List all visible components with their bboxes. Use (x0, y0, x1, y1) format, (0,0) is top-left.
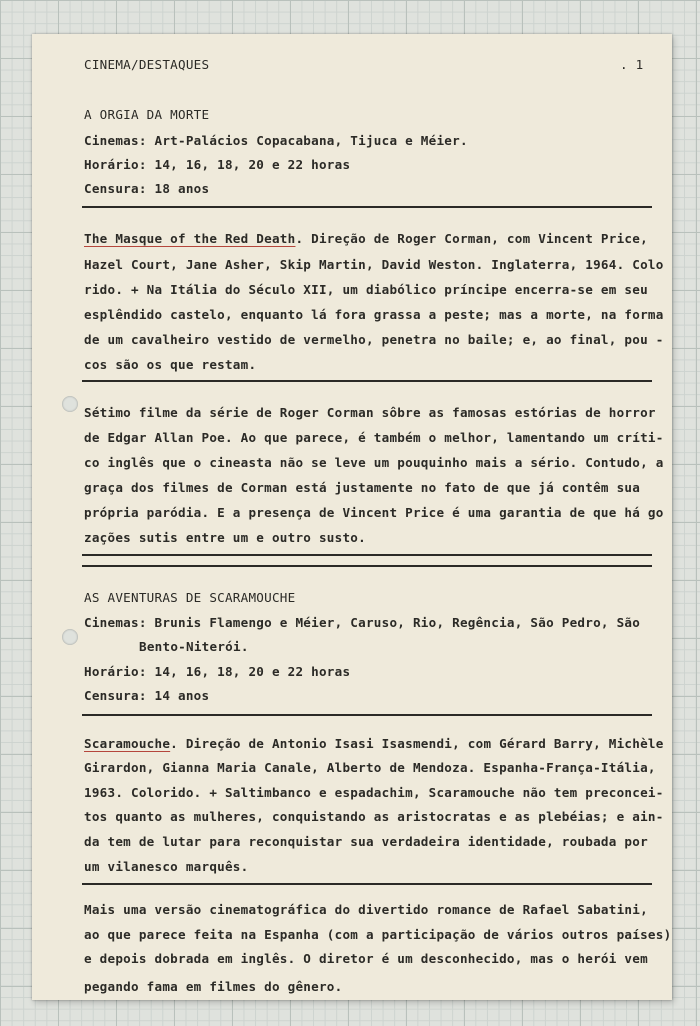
film-2-title: AS AVENTURAS DE SCARAMOUCHE (84, 590, 296, 605)
film-2-cinemas: Cinemas: Brunis Flamengo e Méier, Caruso, Rio, Regência, São Pedro, São (84, 615, 641, 630)
film-2-censura: Censura: 14 anos (84, 688, 210, 703)
film-1-synopsis-line: Hazel Court, Jane Asher, Skip Martin, David Weston. Inglaterra, 1964. Colo (84, 257, 664, 272)
film-1-review-line: Sétimo filme da série de Roger Corman sôbre as famosas estórias de horror (84, 405, 656, 420)
film-1-synopsis-line: The Masque of the Red Death. Direção de Roger Corman, com Vincent Price, (84, 231, 648, 246)
section-rule (82, 380, 652, 382)
film-2-cinemas-continued: Bento-Niterói. (139, 639, 249, 654)
section-rule (82, 714, 652, 716)
film-1-review-line: zações sutis entre um e outro susto. (84, 530, 366, 545)
film-2-review-line: Mais uma versão cinematográfica do divertido romance de Rafael Sabatini, (84, 902, 648, 917)
film-2-synopsis-line: da tem de lutar para reconquistar sua verdadeira identidade, roubada por (84, 834, 648, 849)
film-1-review-line: de Edgar Allan Poe. Ao que parece, é também o melhor, lamentando um críti- (84, 430, 664, 445)
film-1-cinemas: Cinemas: Art-Palácios Copacabana, Tijuca e Méier. (84, 133, 468, 148)
typewritten-page (32, 34, 672, 1000)
film-1-horario: Horário: 14, 16, 18, 20 e 22 horas (84, 157, 351, 172)
section-rule (82, 883, 652, 885)
film-1-synopsis-line: cos são os que restam. (84, 357, 257, 372)
binder-hole (62, 396, 78, 412)
film-2-synopsis-line: tos quanto as mulheres, conquistando as aristocratas e as plebéias; e ain- (84, 809, 664, 824)
section-rule (82, 554, 652, 556)
film-2-review-line: pegando fama em filmes do gênero. (84, 979, 343, 994)
film-1-title: A ORGIA DA MORTE (84, 107, 210, 122)
binder-hole (62, 629, 78, 645)
page-number: . 1 (620, 57, 644, 72)
section-rule (82, 206, 652, 208)
film-2-review-line: ao que parece feita na Espanha (com a participação de vários outros países) (84, 927, 672, 942)
film-1-review-line: própria paródia. E a presença de Vincent Price é uma garantia de que há go (84, 505, 664, 520)
section-rule (82, 565, 652, 567)
film-2-horario: Horário: 14, 16, 18, 20 e 22 horas (84, 664, 351, 679)
film-1-review-line: co inglês que o cineasta não se leve um pouquinho mais a sério. Contudo, a (84, 455, 664, 470)
film-2-original-title: Scaramouche (84, 736, 171, 751)
film-2-review-line: e depois dobrada em inglês. O diretor é um desconhecido, mas o herói vem (84, 951, 648, 966)
film-1-censura: Censura: 18 anos (84, 181, 210, 196)
film-2-synopsis-line: 1963. Colorido. + Saltimbanco e espadachim, Scaramouche não tem preconcei- (84, 785, 664, 800)
film-1-synopsis-line: de um cavalheiro vestido de vermelho, penetra no baile; e, ao final, pou - (84, 332, 664, 347)
film-2-synopsis-line: Girardon, Gianna Maria Canale, Alberto de Mendoza. Espanha-França-Itália, (84, 760, 656, 775)
film-1-review-line: graça dos filmes de Corman está justamente no fato de que já contêm sua (84, 480, 641, 495)
film-1-synopsis-line: rido. + Na Itália do Século XII, um diabólico príncipe encerra-se em seu (84, 282, 648, 297)
film-1-synopsis-line: esplêndido castelo, enquanto lá fora grassa a peste; mas a morte, na forma (84, 307, 664, 322)
film-2-synopsis-line: um vilanesco marquês. (84, 859, 249, 874)
film-2-synopsis-line: Scaramouche. Direção de Antonio Isasi Isasmendi, com Gérard Barry, Michèle (84, 736, 664, 751)
film-1-original-title: The Masque of the Red Death (84, 231, 296, 246)
section-header: CINEMA/DESTAQUES (84, 57, 210, 72)
